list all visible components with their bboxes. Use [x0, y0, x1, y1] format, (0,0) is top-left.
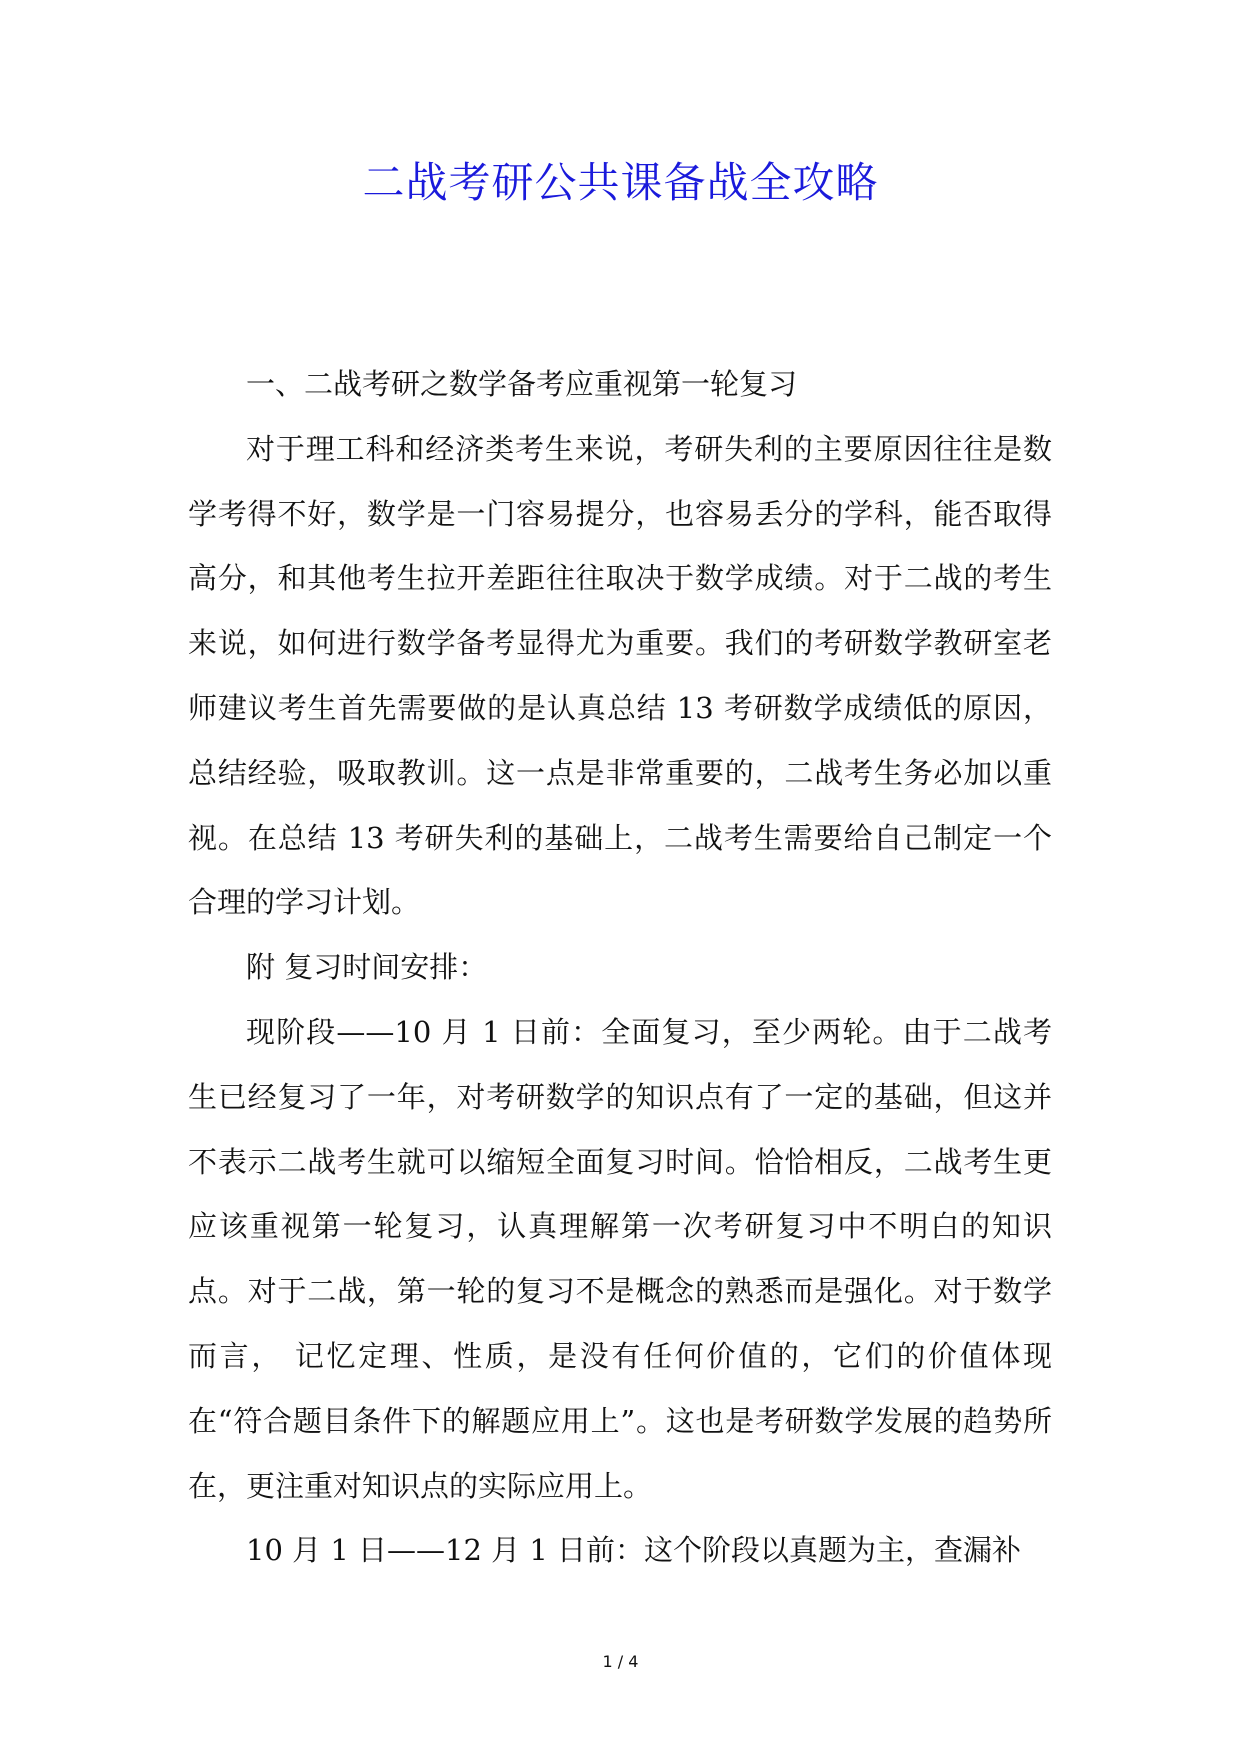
section-heading: 一、二战考研之数学备考应重视第一轮复习	[246, 367, 798, 401]
document-title: 二战考研公共课备战全攻略	[362, 158, 879, 207]
body-paragraph: 10 月 1 日——12 月 1 日前：这个阶段以真题为主，查漏补	[246, 1533, 1022, 1568]
body-paragraph: 对于理工科和经济类考生来说，考研失利的主要原因往往是数学考得不好，数学是一门容易提分，也容易丢分的学科，能否取得高分，和其他考生拉开差距往往取决于数学成绩。对于二战的考生来说，如何进行数学备考显得尤为重要。我们的考研数学教研室老师建议考生首先需要做的是认真总结 13 考研数学成绩低的原因，总结经验，吸取教训。这一点是非常重要的，二战考生务必加以重视。在总结 13 考研失利的基础上，二战考生需要给自己制定一个合理的学习计划。	[188, 431, 1052, 920]
page-number: 1 / 4	[602, 1652, 639, 1671]
body-paragraph: 现阶段——10 月 1 日前：全面复习，至少两轮。由于二战考生已经复习了一年，对考研数学的知识点有了一定的基础，但这并不表示二战考生就可以缩短全面复习时间。恰恰相反，二战考生更应该重视第一轮复习，认真理解第一次考研复习中不明白的知识点。对于二战，第一轮的复习不是概念的熟悉而是强化。对于数学而言， 记忆定理、性质，是没有任何价值的，它们的价值体现在“符合题目条件下的解题应用上”。这也是考研数学发展的趋势所在，更注重对知识点的实际应用上。	[188, 1014, 1052, 1503]
document-body	[188, 352, 1052, 1583]
body-paragraph: 附 复习时间安排：	[246, 950, 488, 985]
